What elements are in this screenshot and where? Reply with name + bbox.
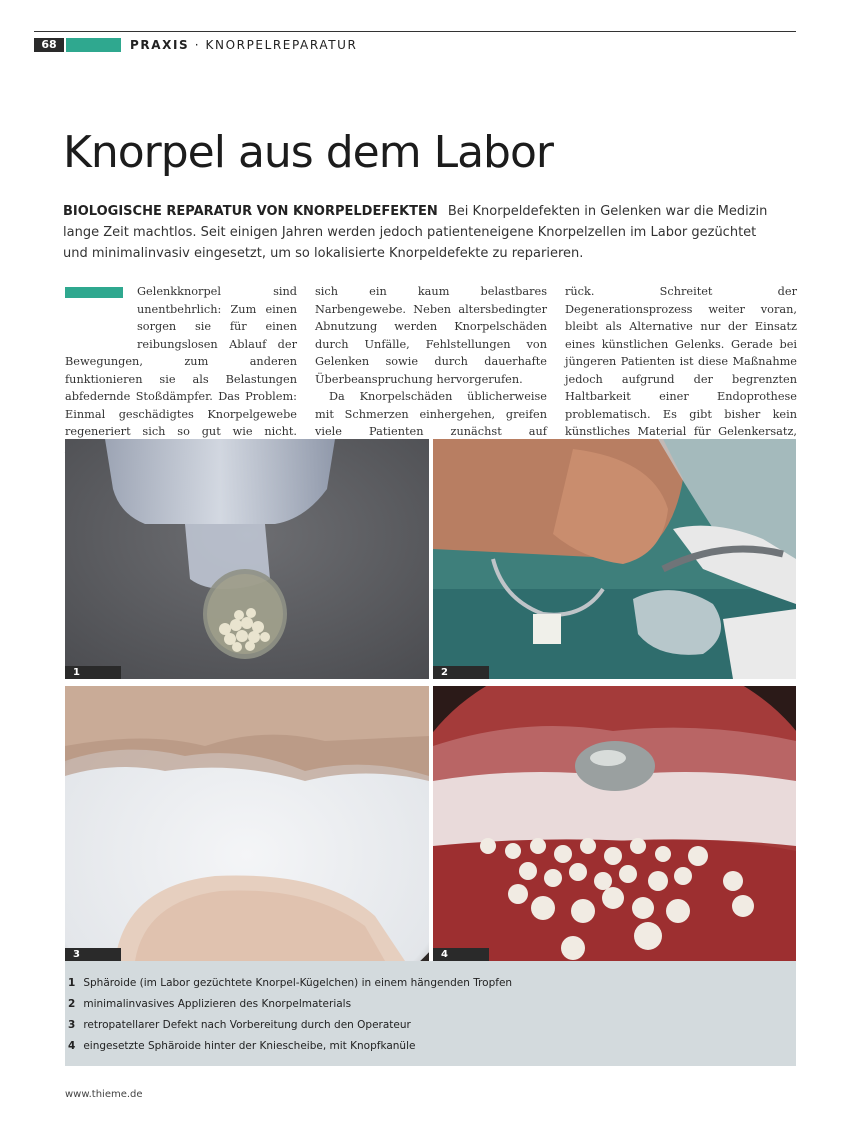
section-label-bold: PRAXIS <box>130 38 190 52</box>
figure-3-label: 3 <box>65 948 121 961</box>
figure-2-photo <box>433 439 796 679</box>
column-1-text: Gelenkknorpel sind unentbehrlich: Zum einen sorgen sie für einen reibungslosen Ablauf der Bewegungen, zum anderen funktionieren sie als Belastungen abfedernde Stoßdämpfer. Das Problem: Einmal geschädigtes Knorpelgewebe regeneriert sich so gut wie nicht. <box>65 285 297 438</box>
text-column-2 <box>315 283 547 458</box>
caption-text: minimalinvasives Applizieren des Knorpelmaterials <box>83 998 352 1010</box>
caption-row <box>65 1036 796 1057</box>
caption-text: retropatellarer Defekt nach Vorbereitung durch den Operateur <box>83 1019 411 1031</box>
section-label-rest: · KNORPELREPARATUR <box>189 38 358 52</box>
article-title: Knorpel aus dem Labor <box>63 127 553 178</box>
caption-number: 2 <box>68 998 76 1010</box>
text-column-1 <box>65 283 297 458</box>
caption-number: 1 <box>68 977 76 989</box>
lead-text: Bei Knorpeldefekten in Gelenken war die Medizin lange Zeit machtlos. Seit einigen Jahren werden jedoch patienteneigene Knorpelzellen im Labor gezüchtet und minimalinvasiv eingesetzt, um so lokalisierte Knorpeldefekte zu reparieren. <box>63 204 768 261</box>
figure-4-photo <box>433 686 796 961</box>
footer-url[interactable]: www.thieme.de <box>65 1089 143 1100</box>
column-2-paragraph-1: sich ein kaum belastbares Narbengewebe. Neben altersbedingter Abnutzung werden Knorpelschäden durch Unfälle, Fehlstellungen von Gelenken sowie durch dauerhafte Überbeanspruchung hervorgerufen. <box>315 285 547 386</box>
figure-2-image <box>433 439 796 679</box>
caption-box <box>65 961 796 1066</box>
figure-4-image <box>433 686 796 961</box>
caption-row <box>65 973 796 994</box>
caption-row <box>65 994 796 1015</box>
caption-number: 4 <box>68 1040 76 1052</box>
figure-2-label: 2 <box>433 666 489 679</box>
figure-1-photo <box>65 439 429 679</box>
article-lead <box>63 201 783 264</box>
figure-3-photo <box>65 686 429 961</box>
column-accent-bar <box>65 287 123 298</box>
caption-text: eingesetzte Sphäroide hinter der Kniescheibe, mit Knopfkanüle <box>83 1040 416 1052</box>
column-2-paragraph-2: Da Knorpelschäden üblicherweise mit Schmerzen einhergehen, greifen viele Patienten zunächst auf <box>315 390 547 438</box>
caption-text: Sphäroide (im Labor gezüchtete Knorpel-Kügelchen) in einem hängenden Tropfen <box>83 977 513 989</box>
caption-row <box>65 1015 796 1036</box>
text-column-3 <box>565 283 797 458</box>
figure-1-image <box>65 439 429 679</box>
section-label <box>130 38 357 53</box>
accent-bar <box>66 38 121 52</box>
column-3-text: rück. Schreitet der Degenerationsprozess weiter voran, bleibt als Alternative nur der Einsatz eines künstlichen Gelenks. Gerade bei jüngeren Patienten ist diese Maßnahme jedoch aufgrund der begrenzten Haltbarkeit einer Endoprothese problematisch. Es gibt bisher kein künstliches Material für Gelenkersatz, <box>565 285 797 438</box>
figure-3-image <box>65 686 429 961</box>
lead-kicker: BIOLOGISCHE REPARATUR VON KNORPELDEFEKTEN <box>63 204 438 219</box>
caption-number: 3 <box>68 1019 76 1031</box>
figure-4-label: 4 <box>433 948 489 961</box>
figure-1-label: 1 <box>65 666 121 679</box>
header-rule <box>34 31 796 32</box>
page-number: 68 <box>34 38 64 52</box>
